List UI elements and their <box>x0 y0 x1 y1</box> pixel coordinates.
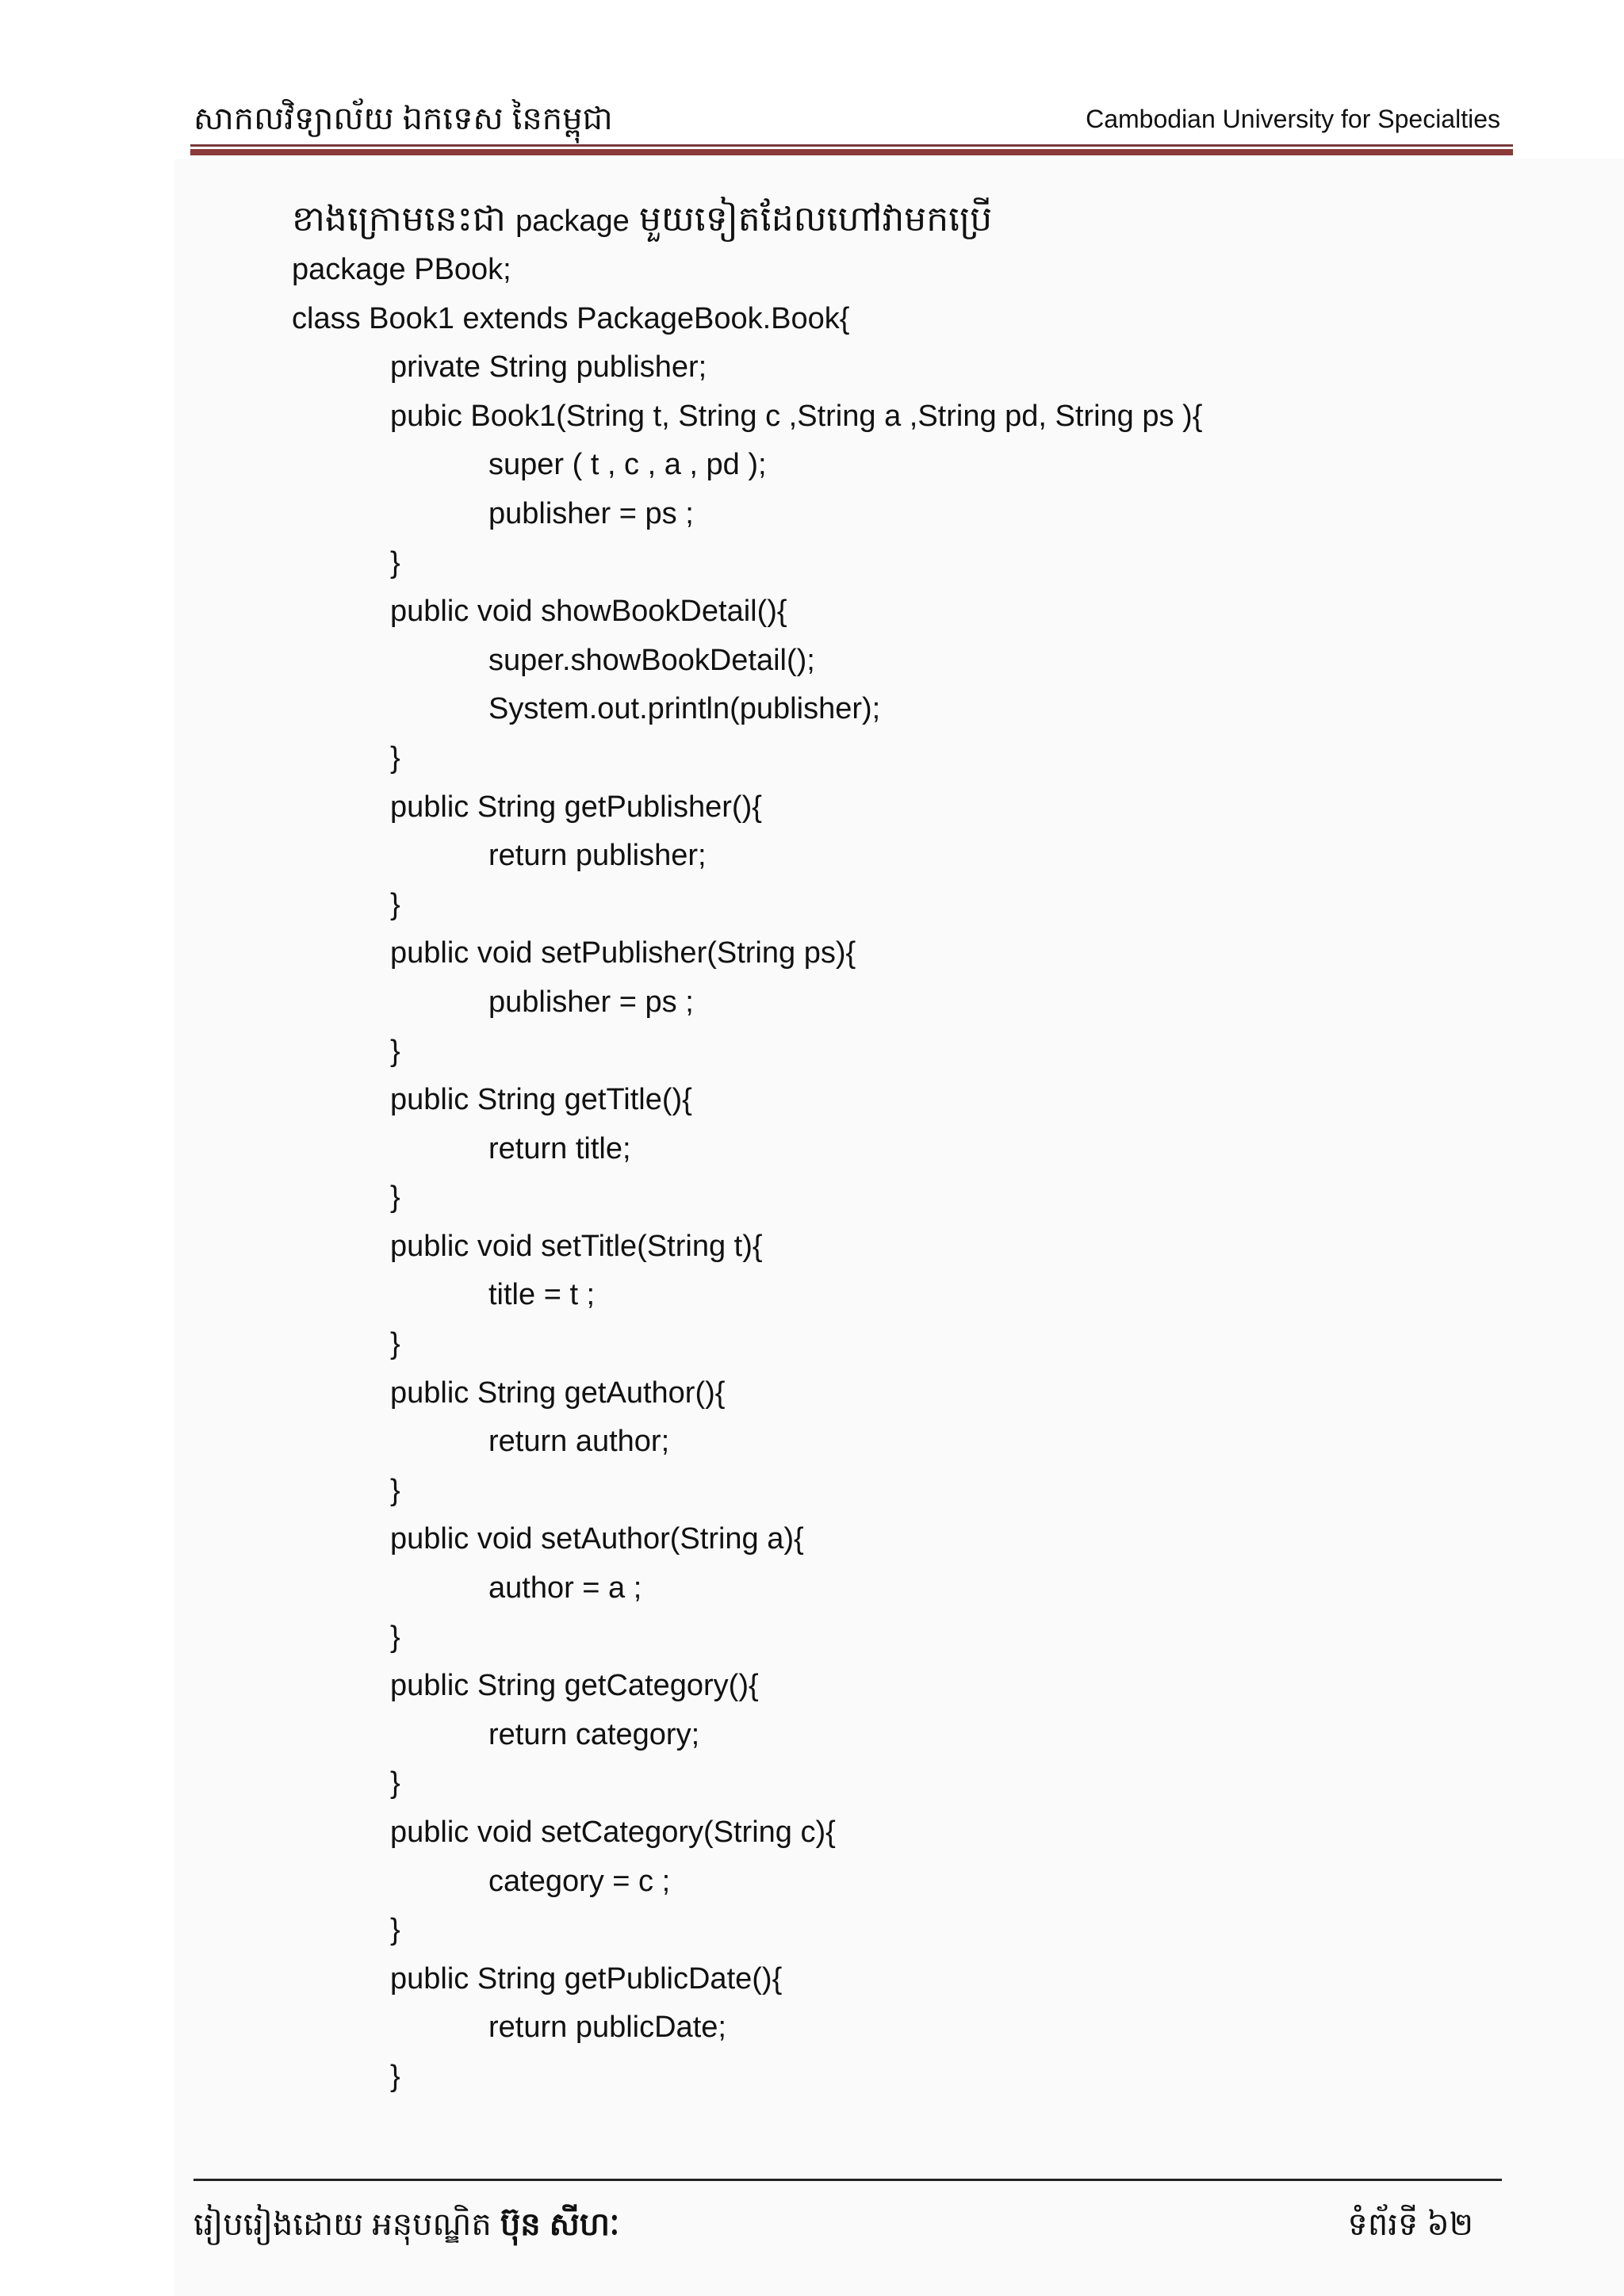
code-line: public void setTitle(String t){ <box>390 1229 763 1263</box>
code-line: public void setCategory(String c){ <box>390 1816 836 1849</box>
code-line: return author; <box>488 1425 670 1459</box>
footer-prepared-by-label: រៀបរៀងដោយ អនុបណ្ឌិត <box>193 2207 500 2242</box>
footer-author-name: ប៊ុន សីហៈ <box>500 2207 620 2242</box>
intro-text-before: ខាងក្រោមនេះជា <box>292 200 516 239</box>
code-line: System.out.println(publisher); <box>488 692 881 726</box>
code-line: } <box>390 1473 400 1507</box>
code-line: public String getCategory(){ <box>390 1669 759 1703</box>
header-institution-english: Cambodian University for Specialties <box>1086 105 1500 133</box>
code-line: } <box>390 1034 400 1068</box>
code-line: super ( t , c , a , pd ); <box>488 448 767 482</box>
code-line: publisher = ps ; <box>488 496 694 530</box>
code-listing <box>292 246 1513 2102</box>
code-line: } <box>390 545 400 580</box>
code-line: } <box>390 2059 400 2093</box>
code-line: class Book1 extends PackageBook.Book{ <box>292 301 850 335</box>
code-line: return title; <box>488 1131 631 1165</box>
header-divider-thick <box>190 149 1513 155</box>
page-number: ទំព័រទី ៦២ <box>1347 2207 1473 2242</box>
intro-text-after: មួយទៀតដែលហៅវាមកប្រើ <box>629 200 993 239</box>
code-line: public void setAuthor(String a){ <box>390 1522 804 1556</box>
header-divider-thin <box>190 144 1513 147</box>
code-line: return category; <box>488 1717 700 1751</box>
code-line: } <box>390 1620 400 1654</box>
code-line: } <box>390 1766 400 1800</box>
code-line: public void showBookDetail(){ <box>390 595 787 629</box>
footer-prepared-by <box>193 2201 619 2248</box>
header-institution-khmer: សាកលវិទ្យាល័យ ឯកទេស នៃកម្ពុជា <box>193 101 613 136</box>
code-line: public void setPublisher(String ps){ <box>390 936 856 970</box>
code-line: category = c ; <box>488 1864 671 1898</box>
code-line: } <box>390 887 400 921</box>
code-line: title = t ; <box>488 1278 596 1312</box>
code-line: } <box>390 1913 400 1947</box>
code-line: publisher = ps ; <box>488 985 694 1019</box>
code-line: } <box>390 1181 400 1215</box>
code-line: public String getAuthor(){ <box>390 1376 726 1410</box>
code-line: public String getTitle(){ <box>390 1083 692 1117</box>
intro-keyword: package <box>515 205 630 238</box>
intro-sentence <box>292 193 992 247</box>
code-line: package PBook; <box>292 253 511 286</box>
code-line: private String publisher; <box>390 350 707 385</box>
code-line: public String getPublisher(){ <box>390 790 762 824</box>
code-line: pubic Book1(String t, String c ,String a ,String pd, String ps ){ <box>390 399 1203 433</box>
code-line: public String getPublicDate(){ <box>390 1961 783 1996</box>
code-line: return publisher; <box>488 839 707 873</box>
code-line: } <box>390 740 400 775</box>
code-line: author = a ; <box>488 1571 642 1605</box>
code-line: super.showBookDetail(); <box>488 643 815 677</box>
code-line: return publicDate; <box>488 2011 726 2045</box>
code-line: } <box>390 1327 400 1361</box>
footer-divider <box>193 2179 1502 2181</box>
